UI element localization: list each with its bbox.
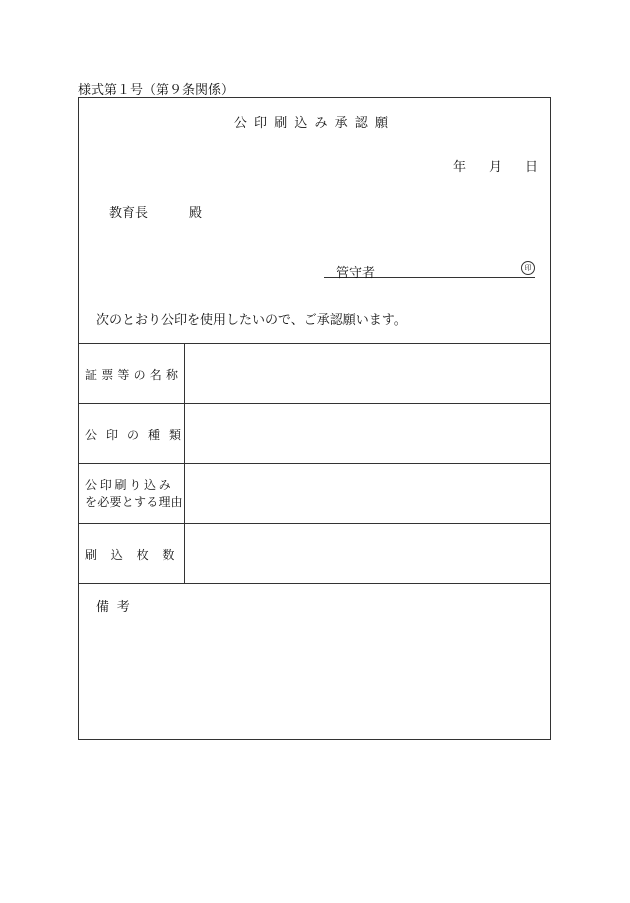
reason-label (85, 477, 183, 511)
date-year-label: 年 (453, 160, 467, 175)
date-day-label: 日 (525, 160, 539, 175)
reason-label-line2: を必要とする理由 (85, 495, 183, 509)
table-row-document-name (79, 343, 550, 403)
request-statement: 次のとおり公印を使用したいので、ご承認願います。 (96, 313, 407, 328)
table-row-seal-type (79, 403, 550, 463)
application-form (78, 97, 551, 740)
table-row-reason (79, 463, 550, 523)
date-month-label: 月 (489, 160, 503, 175)
custodian-signature-line[interactable] (324, 262, 535, 281)
form-number: 様式第１号（第９条関係） (78, 83, 235, 98)
table-bottom-border (79, 583, 550, 584)
reason-label-line1: 公印刷り込み (85, 478, 174, 492)
addressee-name: 教育長 (109, 206, 149, 221)
seal-icon: 印 (521, 261, 535, 275)
remarks-label: 備考 (96, 600, 138, 615)
custodian-label: 管守者 (336, 266, 376, 281)
print-count-label: 刷込枚数 (85, 548, 189, 562)
seal-type-label: 公印の種類 (85, 428, 191, 442)
document-name-label: 証票等の名称 (85, 368, 183, 382)
table-row-print-count (79, 523, 550, 583)
form-title: 公印刷込み承認願 (233, 116, 396, 131)
addressee-honorific: 殿 (189, 206, 203, 221)
details-table (79, 343, 550, 583)
